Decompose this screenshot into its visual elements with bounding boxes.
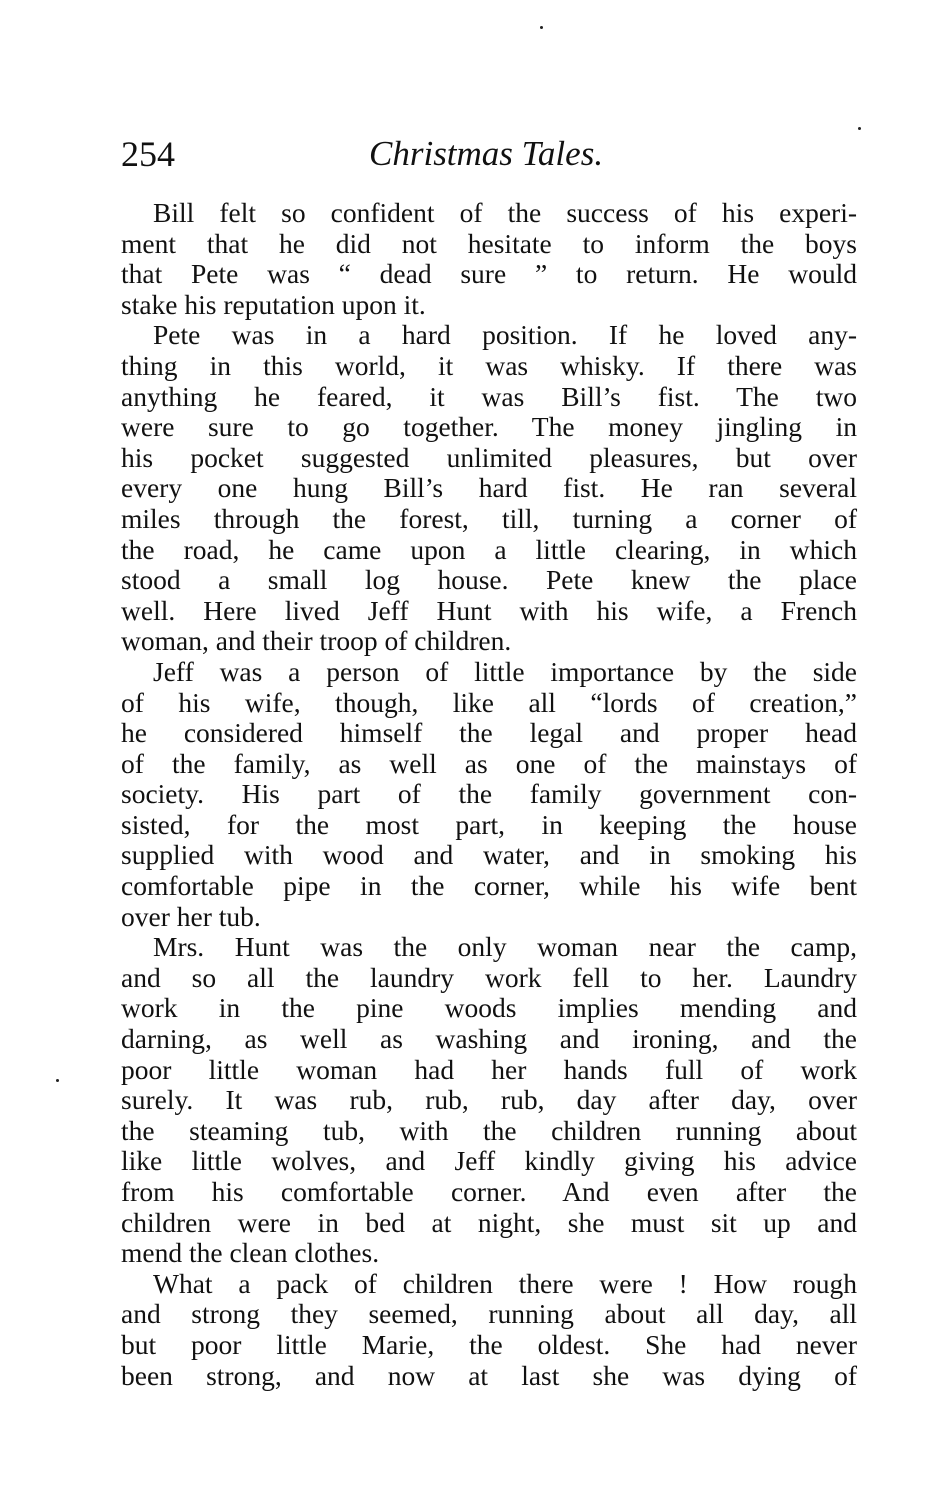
text-line: of the family, as well as one of the mainstays of: [121, 747, 857, 779]
text-line: from his comfortable corner. And even after the: [121, 1176, 857, 1207]
text-line: thing in this world, it was whisky. If there was: [121, 349, 857, 381]
text-line: every one hung Bill’s hard fist. He ran several: [121, 472, 857, 504]
text-line: What a pack of children there were ! How rough: [153, 1267, 857, 1299]
text-line: surely. It was rub, rub, rub, day after day, over: [121, 1084, 857, 1116]
text-line: were sure to go together. The money jingling in: [121, 411, 857, 443]
paragraph: [121, 320, 857, 657]
paragraph: [121, 198, 857, 320]
text-line: mend the clean clothes.: [121, 1237, 380, 1269]
text-line: like little wolves, and Jeff kindly giving his advice: [121, 1145, 857, 1177]
text-line: darning, as well as washing and ironing, and the: [121, 1023, 857, 1055]
text-line: Mrs. Hunt was the only woman near the camp,: [153, 931, 857, 963]
text-line: children were in bed at night, she must sit up and: [121, 1206, 857, 1238]
text-line: society. His part of the family government con-: [121, 778, 857, 810]
text-line: stood a small log house. Pete knew the place: [121, 564, 857, 596]
text-line: anything he feared, it was Bill’s fist. The two: [121, 380, 857, 412]
text-line: ment that he did not hesitate to inform the boys: [121, 227, 857, 259]
text-line: well. Here lived Jeff Hunt with his wife, a French: [121, 594, 857, 626]
print-speck: [540, 26, 543, 29]
text-line: the steaming tub, with the children running about: [121, 1114, 857, 1146]
text-line: been strong, and now at last she was dying of: [121, 1359, 857, 1391]
text-line: the road, he came upon a little clearing, in which: [121, 533, 857, 565]
print-speck: [858, 127, 861, 130]
text-line: and strong they seemed, running about all day, all: [121, 1298, 857, 1330]
text-line: Bill felt so confident of the success of his experi-: [153, 197, 857, 228]
text-line: supplied with wood and water, and in smoking his: [121, 839, 857, 871]
text-line: stake his reputation upon it.: [121, 288, 426, 320]
page-number: 254: [121, 134, 175, 174]
text-line: comfortable pipe in the corner, while his wife bent: [121, 870, 857, 902]
print-speck: [56, 1079, 59, 1082]
text-line: over her tub.: [121, 900, 261, 932]
text-line: poor little woman had her hands full of work: [121, 1053, 857, 1085]
text-line: Jeff was a person of little importance by the side: [153, 655, 857, 687]
text-line: miles through the forest, till, turning a corner of: [121, 502, 857, 534]
text-line: but poor little Marie, the oldest. She had never: [121, 1328, 857, 1360]
running-head: [121, 132, 861, 176]
text-line: sisted, for the most part, in keeping the house: [121, 808, 857, 840]
body-text: [121, 198, 857, 1391]
text-line: woman, and their troop of children.: [121, 625, 512, 657]
paragraph: [121, 1269, 857, 1391]
text-line: work in the pine woods implies mending and: [121, 992, 857, 1024]
text-line: that Pete was “ dead sure ” to return. He would: [121, 258, 857, 290]
text-line: Pete was in a hard position. If he loved any-: [153, 319, 857, 351]
text-line: his pocket suggested unlimited pleasures, but over: [121, 441, 857, 473]
text-line: of his wife, though, like all “lords of creation,”: [121, 686, 857, 718]
paragraph: [121, 932, 857, 1269]
paragraph: [121, 657, 857, 932]
text-line: and so all the laundry work fell to her. Laundry: [121, 961, 857, 993]
text-line: he considered himself the legal and proper head: [121, 717, 857, 749]
running-title: Christmas Tales.: [369, 134, 604, 173]
